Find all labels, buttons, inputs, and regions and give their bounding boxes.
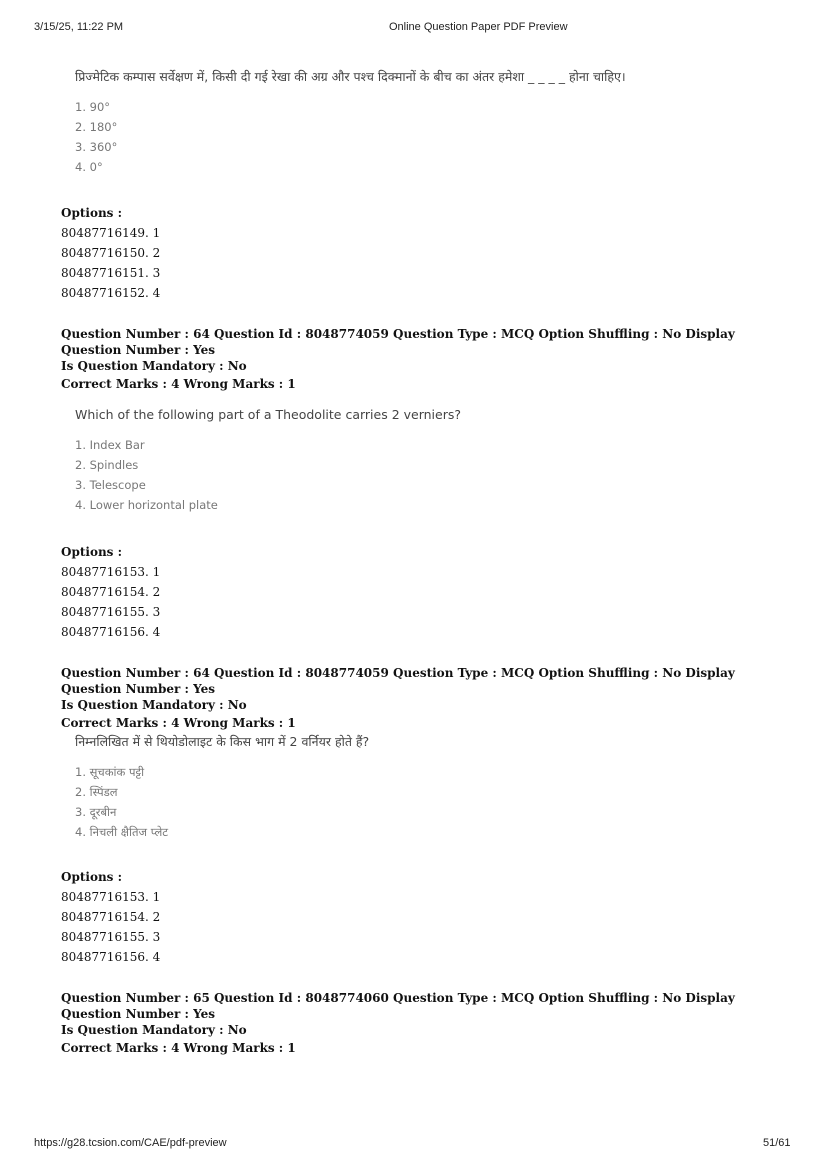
options-block-1 — [61, 203, 160, 303]
options-block-3 — [61, 867, 160, 967]
question-option: 2. Spindles — [75, 458, 139, 472]
options-label: Options : — [61, 206, 123, 220]
option-id: 80487716156. 4 — [61, 950, 161, 964]
question-image-3 — [75, 733, 369, 842]
question-marks: Correct Marks : 4 Wrong Marks : 1 — [61, 716, 296, 730]
page-number: 51/61 — [763, 1137, 791, 1149]
option-id: 80487716156. 4 — [61, 625, 161, 639]
question-option: 2. स्पिंडल — [75, 785, 118, 799]
question-image-2 — [75, 407, 461, 515]
options-label: Options : — [61, 545, 123, 559]
question-option: 3. 360° — [75, 140, 118, 154]
question-option: 4. 0° — [75, 160, 103, 174]
question-option: 1. सूचकांक पट्टी — [75, 765, 145, 779]
question-meta-line: Is Question Mandatory : No — [61, 359, 247, 373]
question-stem: Which of the following part of a Theodolite carries 2 verniers? — [75, 407, 461, 422]
question-meta-65 — [61, 990, 781, 1056]
question-meta-line: Question Number : 64 Question Id : 8048774059 Question Type : MCQ Option Shuffling : No Display Question Number : Yes — [61, 327, 735, 357]
question-option: 3. Telescope — [75, 478, 146, 492]
question-meta-64-hindi — [61, 665, 781, 731]
question-option: 1. 90° — [75, 100, 111, 114]
options-label: Options : — [61, 870, 123, 884]
question-option: 4. Lower horizontal plate — [75, 498, 218, 512]
print-datetime: 3/15/25, 11:22 PM — [34, 21, 124, 33]
question-stem: प्रिज्मेटिक कम्पास सर्वेक्षण में, किसी दी गई रेखा की अग्र और पश्च दिक्मानों के बीच का अंतर हमेशा _ _ _ _ होना चाहिए। — [75, 69, 626, 84]
option-id: 80487716155. 3 — [61, 605, 161, 619]
page-title: Online Question Paper PDF Preview — [389, 21, 568, 33]
option-id: 80487716151. 3 — [61, 266, 161, 280]
question-image-1 — [75, 68, 626, 177]
options-block-2 — [61, 542, 160, 642]
question-meta-line: Question Number : 65 Question Id : 8048774060 Question Type : MCQ Option Shuffling : No Display Question Number : Yes — [61, 991, 735, 1021]
option-id: 80487716153. 1 — [61, 565, 161, 579]
question-meta-line: Is Question Mandatory : No — [61, 1023, 247, 1037]
question-marks: Correct Marks : 4 Wrong Marks : 1 — [61, 1041, 296, 1055]
option-id: 80487716154. 2 — [61, 910, 161, 924]
option-id: 80487716155. 3 — [61, 930, 161, 944]
question-option: 1. Index Bar — [75, 438, 145, 452]
question-option: 4. निचली क्षैतिज प्लेट — [75, 825, 169, 839]
option-id: 80487716150. 2 — [61, 246, 161, 260]
question-meta-line: Question Number : 64 Question Id : 8048774059 Question Type : MCQ Option Shuffling : No Display Question Number : Yes — [61, 666, 735, 696]
question-option: 2. 180° — [75, 120, 118, 134]
question-meta-line: Is Question Mandatory : No — [61, 698, 247, 712]
option-id: 80487716154. 2 — [61, 585, 161, 599]
option-id: 80487716153. 1 — [61, 890, 161, 904]
question-stem: निम्नलिखित में से थियोडोलाइट के किस भाग में 2 वर्नियर होते हैं? — [75, 734, 370, 749]
question-meta-64 — [61, 326, 781, 392]
page-url-link[interactable]: https://g28.tcsion.com/CAE/pdf-preview — [34, 1137, 227, 1149]
question-option: 3. दूरबीन — [75, 805, 117, 819]
option-id: 80487716152. 4 — [61, 286, 161, 300]
question-marks: Correct Marks : 4 Wrong Marks : 1 — [61, 377, 296, 391]
option-id: 80487716149. 1 — [61, 226, 161, 240]
